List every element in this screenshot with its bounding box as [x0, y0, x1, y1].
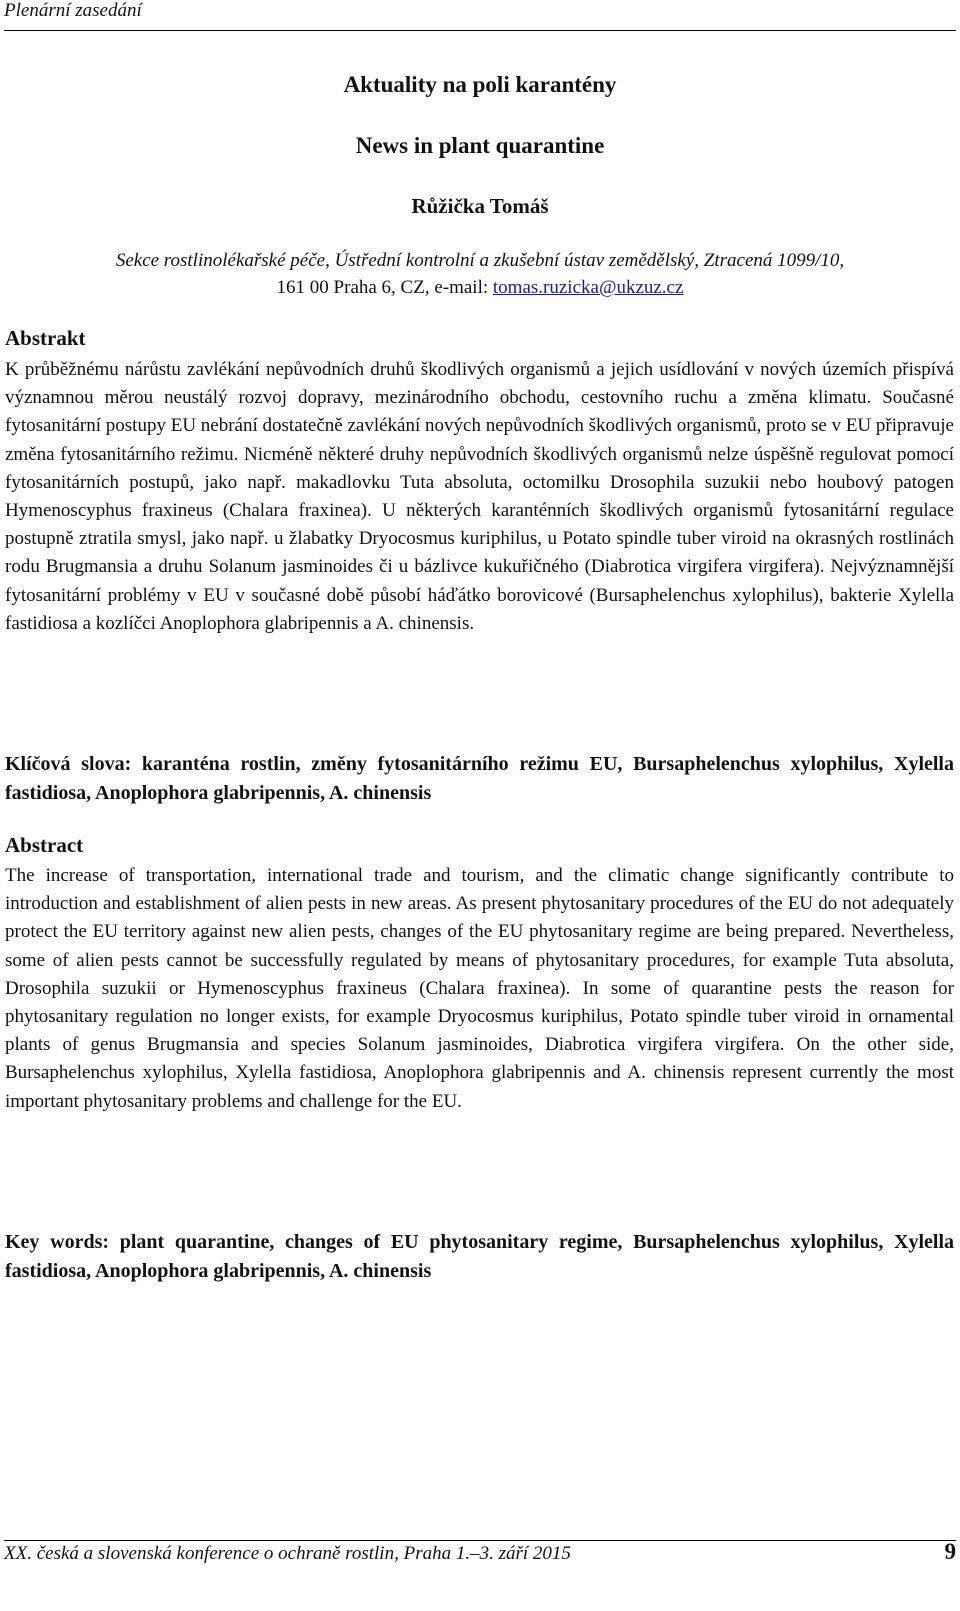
abstrakt-text: K průběžnému nárůstu zavlékání nepůvodních druhů škodlivých organismů a jejich usídlování v nových územích přispívá významnou měrou neustálý rozvoj dopravy, mezinárodního obchodu, cestovního ruchu a změna klimatu. Současné fytosanitární postupy EU nebrání dostatečně zavlékání nových nepůvodních škodlivých organismů, proto se v EU připravuje změna fytosanitárního režimu. Nicméně některé druhy nepůvodních škodlivých organismů nelze úspěšně regulovat pomocí fytosanitárních postupů, jako např. makadlovku Tuta absoluta, octomilku Drosophila suzukii nebo houbový patogen Hymenoscyphus fraxineus (Chalara fraxinea). U některých karanténních škodlivých organismů fytosanitární regulace postupně ztratila smysl, jako např. u žlabatky Dryocosmus kuriphilus, u Potato spindle tuber viroid na okrasných rostlinách rodu Brugmansia a druhu Solanum jasminoides či u bázlivce kukuřičného (Diabrotica virgifera virgifera). Nejvýznamnější fytosanitární problémy v EU v současné době působí háďátko borovicové (Bursaphelenchus xylophilus), bakterie Xylella fastidiosa a kozlíčci Anoplophora glabripennis a A. chinensis.: [5, 359, 954, 634]
affiliation-address: [20, 274, 940, 301]
keywords-cz: Klíčová slova: karanténa rostlin, změny fytosanitárního režimu EU, Bursaphelenchus xylophilus, Xylella fastidiosa, Anoplophora glabripennis, A. chinensis: [5, 753, 954, 804]
address-text: 161 00 Praha 6, CZ, e-mail:: [276, 277, 493, 298]
article-title-cz: Aktuality na poli karantény: [343, 72, 617, 97]
footer-conference: XX. česká a slovenská konference o ochraně rostlin, Praha 1.–3. září 2015: [4, 1543, 571, 1564]
footer-divider: [4, 1540, 956, 1541]
affiliation: [20, 247, 940, 301]
abstract-heading: Abstract: [5, 833, 84, 857]
keywords-en: Key words: plant quarantine, changes of EU phytosanitary regime, Bursaphelenchus xylophilus, Xylella fastidiosa, Anoplophora glabripennis, A. chinensis: [5, 1231, 954, 1282]
affiliation-line: Sekce rostlinolékařské péče, Ústřední kontrolní a zkušební ústav zemědělský, Ztracená 1099/10,: [115, 250, 845, 271]
header-divider: [4, 30, 956, 31]
author-name: Růžička Tomáš: [411, 194, 549, 218]
abstrakt-heading: Abstrakt: [5, 326, 86, 350]
abstract-text: The increase of transportation, international trade and tourism, and the climatic change significantly contribute to introduction and establishment of alien pests in new areas. As present phytosanitary procedures of the EU do not adequately protect the EU territory against new alien pests, changes of the EU phytosanitary regime are being prepared. Nevertheless, some of alien pests cannot be successfully regulated by means of phytosanitary procedures, for example Tuta absoluta, Drosophila suzukii or Hymenoscyphus fraxineus (Chalara fraxinea). In some of quarantine pests the reason for phytosanitary regulation no longer exists, for example Dryocosmus kuriphilus, Potato spindle tuber viroid in ornamental plants of genus Brugmansia and species Solanum jasminoides, Diabrotica virgifera virgifera. On the other side, Bursaphelenchus xylophilus, Xylella fastidiosa, Anoplophora glabripennis and A. chinensis represent currently the most important phytosanitary problems and challenge for the EU.: [5, 865, 954, 1112]
running-header: Plenární zasedání: [4, 0, 142, 21]
email-link[interactable]: tomas.ruzicka@ukzuz.cz: [492, 277, 684, 298]
article-title-en: News in plant quarantine: [355, 133, 605, 158]
page-number: 9: [944, 1539, 956, 1564]
